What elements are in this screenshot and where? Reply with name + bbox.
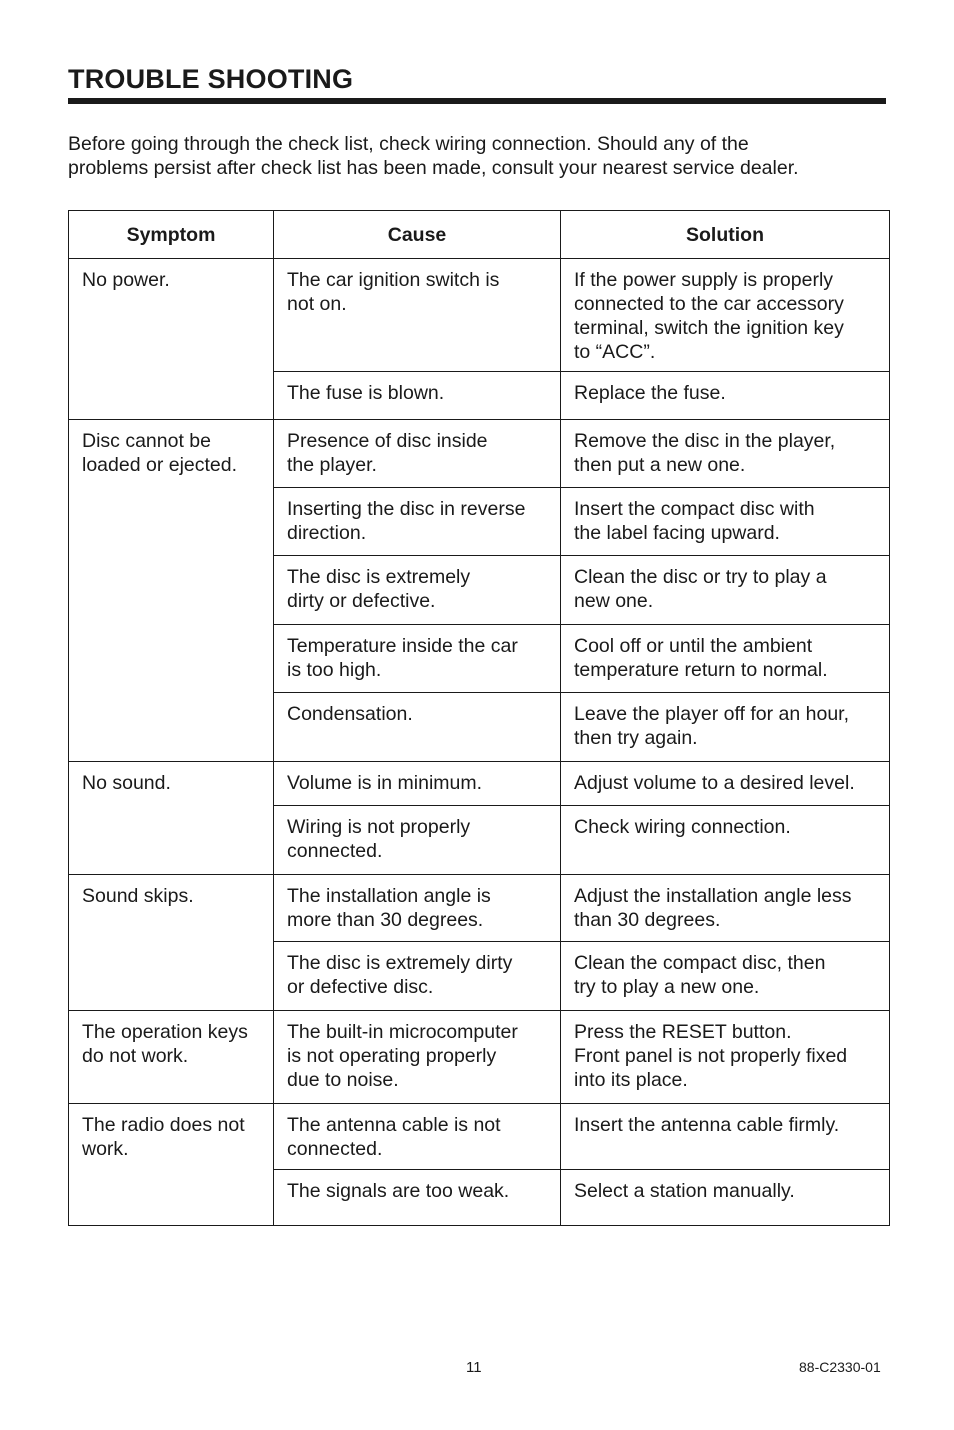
cell-line: Insert the antenna cable firmly. — [574, 1114, 840, 1136]
cell-line: Replace the fuse. — [574, 382, 726, 404]
troubleshooting-table — [68, 210, 890, 1226]
table-body — [69, 259, 890, 1226]
cell-line: the player. — [287, 454, 377, 476]
table-row — [69, 259, 890, 372]
cause-cell — [274, 625, 561, 693]
cell-line: Condensation. — [287, 703, 413, 725]
title-rule — [68, 98, 886, 104]
intro-paragraph — [68, 132, 898, 180]
cell-line: terminal, switch the ignition key — [574, 317, 844, 339]
table-row — [69, 1104, 890, 1170]
solution-cell — [561, 942, 890, 1011]
cell-line: The built-in microcomputer — [287, 1021, 518, 1043]
cell-line: Adjust the installation angle less — [574, 885, 852, 907]
solution-cell — [561, 556, 890, 625]
header-symptom: Symptom — [69, 211, 274, 259]
cause-cell — [274, 806, 561, 875]
cell-line: new one. — [574, 590, 654, 612]
cause-cell — [274, 693, 561, 762]
cell-line: Leave the player off for an hour, — [574, 703, 849, 725]
cell-line: Disc cannot be — [82, 430, 211, 452]
cell-line: then put a new one. — [574, 454, 746, 476]
cause-cell — [274, 1170, 561, 1226]
cell-line: The car ignition switch is — [287, 269, 500, 291]
cell-line: then try again. — [574, 727, 698, 749]
solution-cell — [561, 420, 890, 488]
cell-line: temperature return to normal. — [574, 659, 828, 681]
cause-cell — [274, 875, 561, 942]
table-row — [69, 420, 890, 488]
cell-line: The operation keys — [82, 1021, 248, 1043]
table-row — [69, 1011, 890, 1104]
cause-cell — [274, 942, 561, 1011]
cell-line: dirty or defective. — [287, 590, 436, 612]
cell-line: connected. — [287, 1138, 383, 1160]
document-code: 88-C2330-01 — [799, 1359, 881, 1375]
cell-line: connected to the car accessory — [574, 293, 844, 315]
cell-line: due to noise. — [287, 1069, 399, 1091]
cell-line: The installation angle is — [287, 885, 491, 907]
solution-cell — [561, 488, 890, 556]
cell-line: No sound. — [82, 772, 171, 794]
cell-line: Front panel is not properly fixed — [574, 1045, 848, 1067]
header-cause: Cause — [274, 211, 561, 259]
cell-line: Select a station manually. — [574, 1180, 795, 1202]
cell-line: No power. — [82, 269, 170, 291]
cause-cell — [274, 556, 561, 625]
solution-cell — [561, 875, 890, 942]
cause-cell — [274, 420, 561, 488]
cell-line: Remove the disc in the player, — [574, 430, 836, 452]
symptom-cell — [69, 875, 274, 1011]
cell-line: Presence of disc inside — [287, 430, 488, 452]
cell-line: to “ACC”. — [574, 341, 656, 363]
cell-line: Wiring is not properly — [287, 816, 471, 838]
cell-line: direction. — [287, 522, 367, 544]
cell-line: connected. — [287, 840, 383, 862]
cell-line: Volume is in minimum. — [287, 772, 483, 794]
cell-line: do not work. — [82, 1045, 189, 1067]
intro-line: Before going through the check list, check wiring connection. Should any of the — [68, 133, 749, 155]
cell-line: The antenna cable is not — [287, 1114, 501, 1136]
cell-line: The disc is extremely — [287, 566, 471, 588]
page-title: TROUBLE SHOOTING — [68, 64, 354, 94]
solution-cell — [561, 625, 890, 693]
table-header-row — [69, 211, 890, 259]
symptom-cell — [69, 420, 274, 762]
symptom-cell — [69, 259, 274, 420]
solution-cell — [561, 1011, 890, 1104]
solution-cell — [561, 1170, 890, 1226]
cell-line: the label facing upward. — [574, 522, 780, 544]
symptom-cell — [69, 762, 274, 875]
intro-line: problems persist after check list has been made, consult your nearest service dealer. — [68, 157, 799, 179]
cell-line: not on. — [287, 293, 347, 315]
cell-line: Cool off or until the ambient — [574, 635, 813, 657]
solution-cell — [561, 1104, 890, 1170]
symptom-cell — [69, 1011, 274, 1104]
cell-line: is not operating properly — [287, 1045, 497, 1067]
cell-line: or defective disc. — [287, 976, 434, 998]
cell-line: than 30 degrees. — [574, 909, 721, 931]
solution-cell — [561, 806, 890, 875]
cell-line: The disc is extremely dirty — [287, 952, 513, 974]
cell-line: Insert the compact disc with — [574, 498, 815, 520]
header-solution: Solution — [561, 211, 890, 259]
cell-line: The signals are too weak. — [287, 1180, 510, 1202]
cell-line: work. — [82, 1138, 129, 1160]
page-number: 11 — [466, 1359, 482, 1376]
solution-cell — [561, 762, 890, 806]
cell-line: The fuse is blown. — [287, 382, 445, 404]
cell-line: Inserting the disc in reverse — [287, 498, 526, 520]
table-row — [69, 875, 890, 942]
cell-line: Sound skips. — [82, 885, 194, 907]
solution-cell — [561, 693, 890, 762]
cell-line: If the power supply is properly — [574, 269, 834, 291]
cause-cell — [274, 488, 561, 556]
cell-line: is too high. — [287, 659, 382, 681]
cause-cell — [274, 1011, 561, 1104]
cell-line: Clean the compact disc, then — [574, 952, 826, 974]
table-row — [69, 762, 890, 806]
symptom-cell — [69, 1104, 274, 1226]
cell-line: Check wiring connection. — [574, 816, 791, 838]
cell-line: Adjust volume to a desired level. — [574, 772, 855, 794]
cell-line: loaded or ejected. — [82, 454, 238, 476]
cell-line: The radio does not — [82, 1114, 245, 1136]
cause-cell — [274, 1104, 561, 1170]
cell-line: more than 30 degrees. — [287, 909, 484, 931]
cause-cell — [274, 372, 561, 420]
cause-cell — [274, 259, 561, 372]
cell-line: Clean the disc or try to play a — [574, 566, 827, 588]
cell-line: Temperature inside the car — [287, 635, 518, 657]
cause-cell — [274, 762, 561, 806]
cell-line: try to play a new one. — [574, 976, 760, 998]
solution-cell — [561, 372, 890, 420]
cell-line: Press the RESET button. — [574, 1021, 792, 1043]
cell-line: into its place. — [574, 1069, 688, 1091]
solution-cell — [561, 259, 890, 372]
